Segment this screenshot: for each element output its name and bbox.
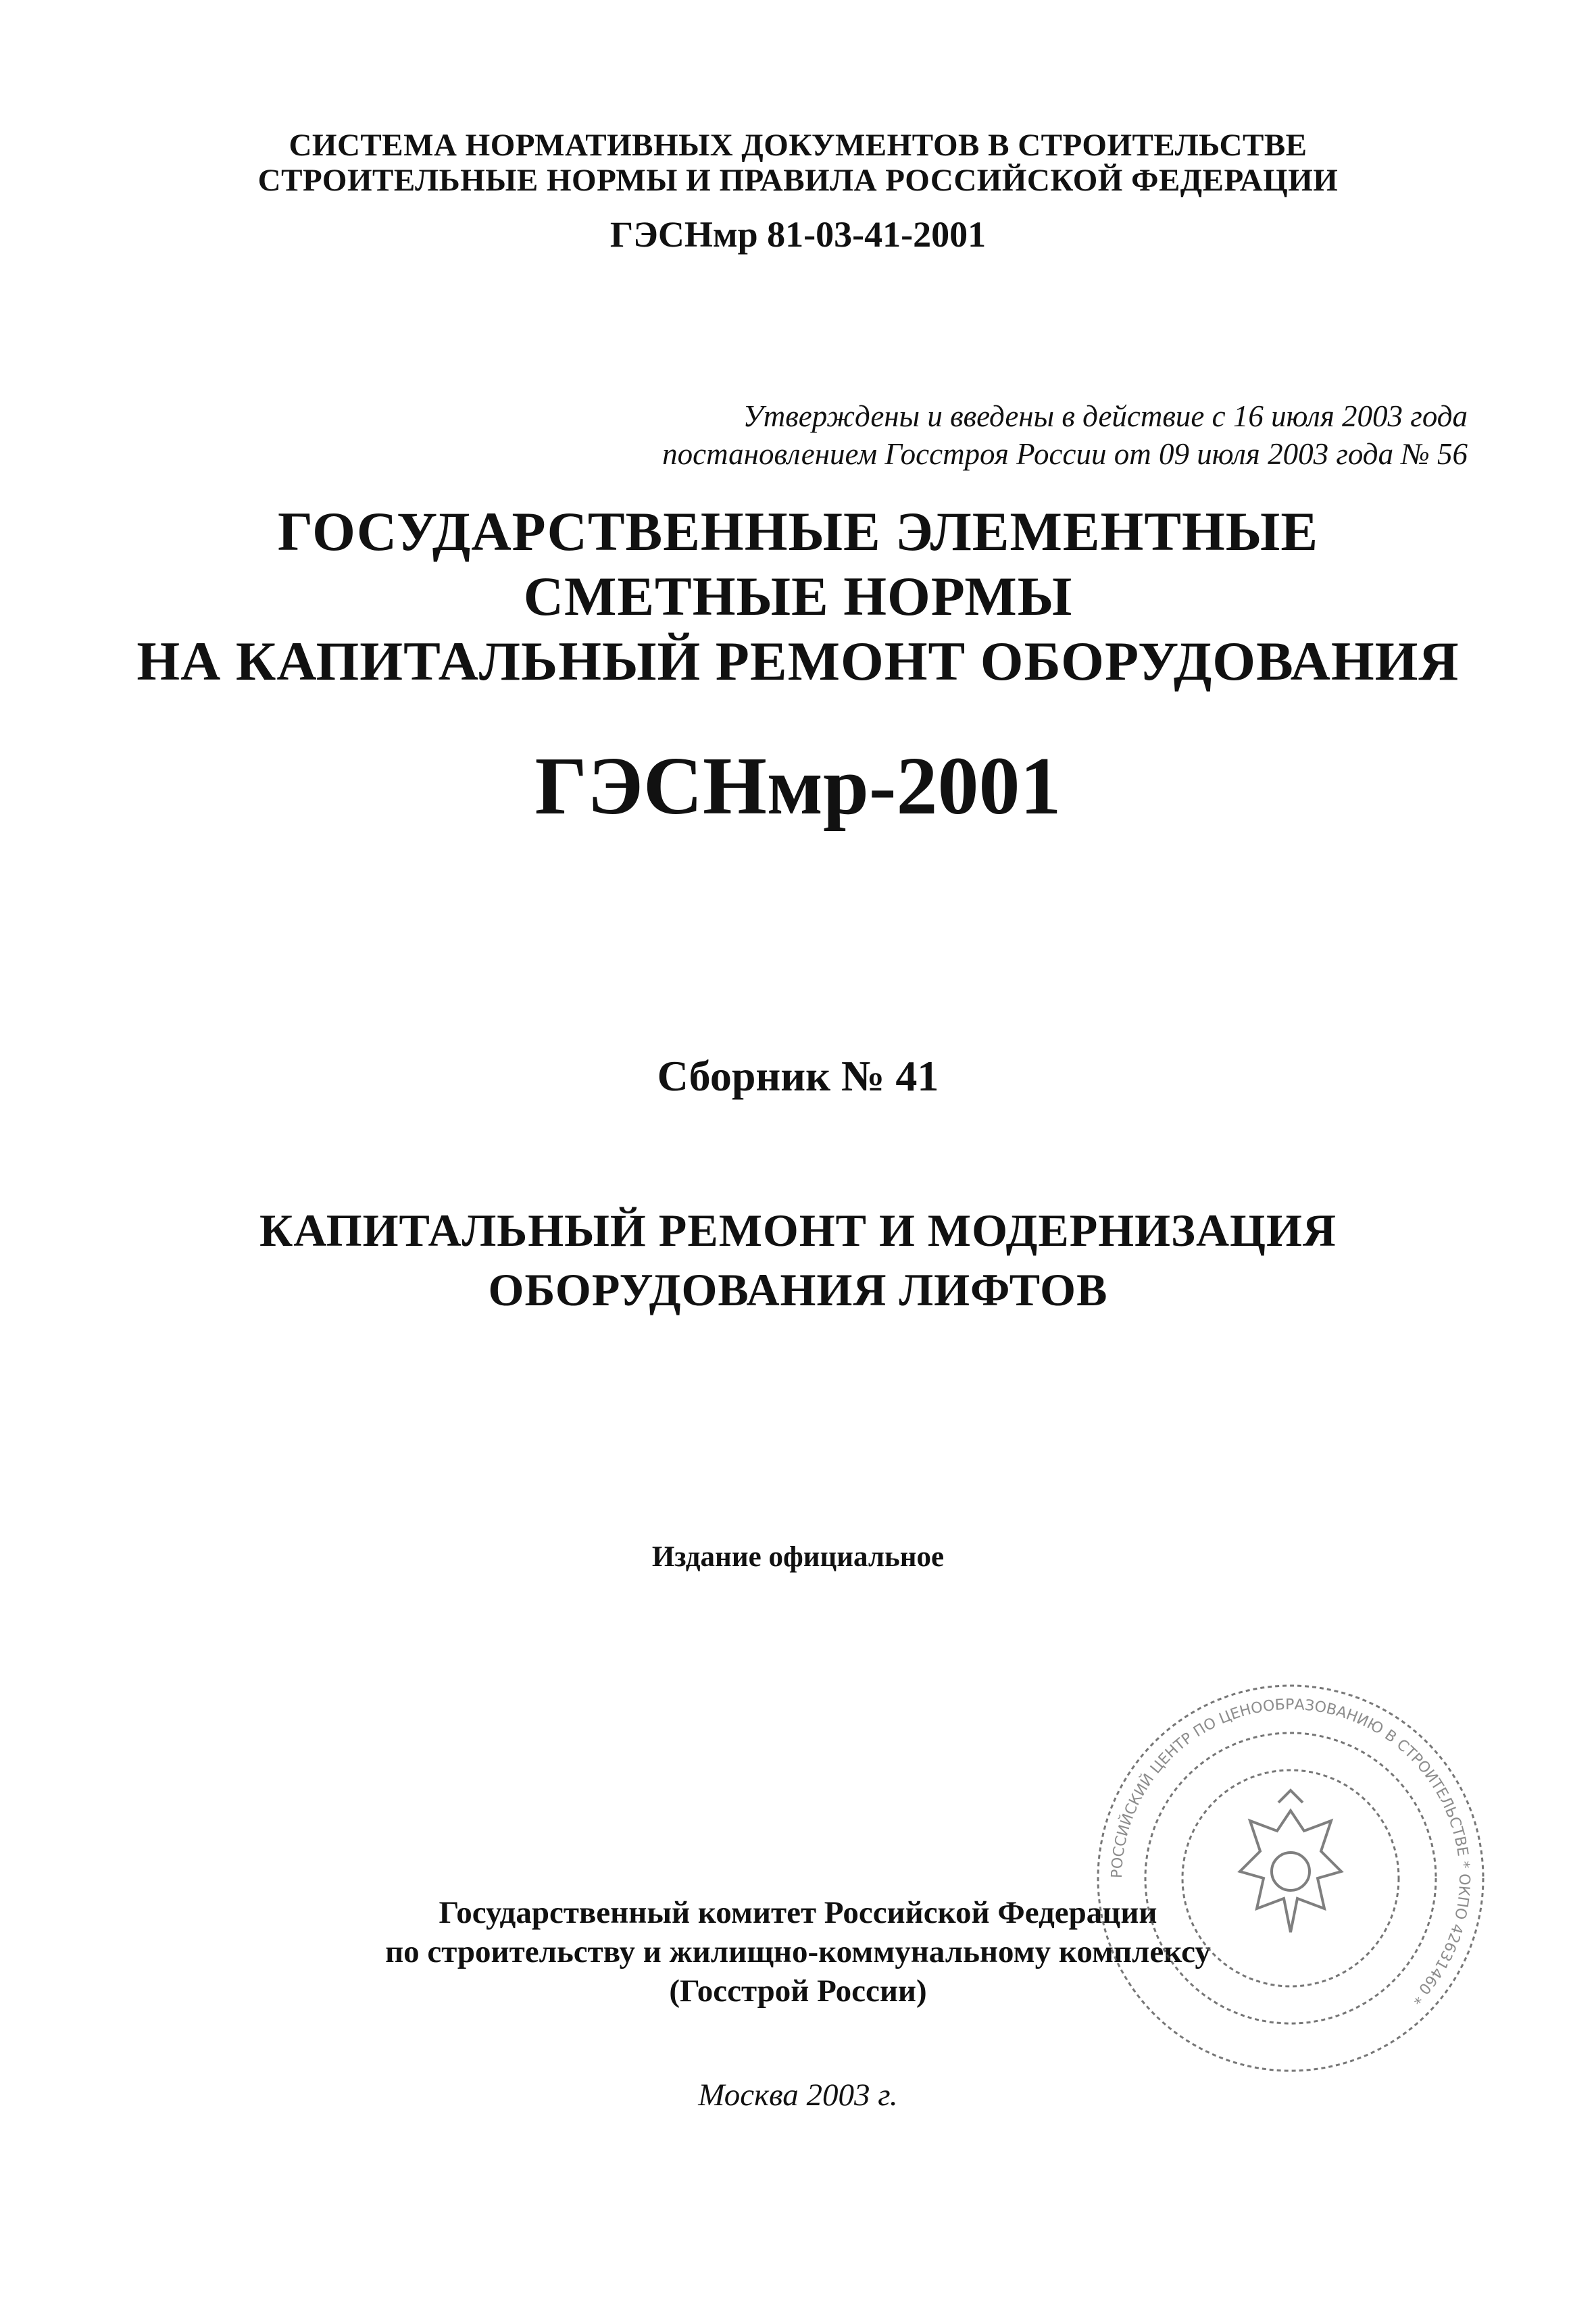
- city-year: Москва 2003 г.: [698, 2078, 898, 2113]
- short-title: ГЭСНмр-2001: [534, 740, 1062, 832]
- title-line-2: СМЕТНЫЕ НОРМЫ: [523, 565, 1073, 627]
- title-line-3: НА КАПИТАЛЬНЫЙ РЕМОНТ ОБОРУДОВАНИЯ: [136, 630, 1460, 692]
- publisher-line-2: по строительству и жилищно-коммунальному комплексу: [385, 1934, 1211, 1969]
- approval-line-1: Утверждены и введены в действие с 16 июля 2003 года: [743, 399, 1468, 433]
- title-line-1: ГОСУДАРСТВЕННЫЕ ЭЛЕМЕНТНЫЕ: [277, 501, 1319, 562]
- collection-number: Сборник № 41: [657, 1052, 939, 1100]
- rules-header: СТРОИТЕЛЬНЫЕ НОРМЫ И ПРАВИЛА РОССИЙСКОЙ ФЕДЕРАЦИИ: [257, 163, 1339, 198]
- document-code: ГЭСНмр 81-03-41-2001: [609, 214, 987, 255]
- system-header: СИСТЕМА НОРМАТИВНЫХ ДОКУМЕНТОВ В СТРОИТЕЛЬСТВЕ: [289, 128, 1307, 163]
- subject-line-2: ОБОРУДОВАНИЯ ЛИФТОВ: [488, 1264, 1108, 1315]
- stamp-ring-text: РОССИЙСКИЙ ЦЕНТР ПО ЦЕНООБРАЗОВАНИЮ В СТРОИТЕЛЬСТВЕ * ОКПО 42631460 *: [1108, 1696, 1473, 2007]
- subject-line-1: КАПИТАЛЬНЫЙ РЕМОНТ И МОДЕРНИЗАЦИЯ: [259, 1205, 1337, 1256]
- publisher-line-1: Государственный комитет Российской Федерации: [439, 1895, 1157, 1930]
- publisher-line-3: (Госстрой России): [669, 1973, 927, 2009]
- approval-line-2: постановлением Госстроя России от 09 июля 2003 года № 56: [662, 437, 1468, 471]
- edition-label: Издание официальное: [651, 1541, 945, 1573]
- eagle-emblem-icon: [1240, 1790, 1341, 1932]
- official-seal-icon: [1081, 1676, 1500, 2081]
